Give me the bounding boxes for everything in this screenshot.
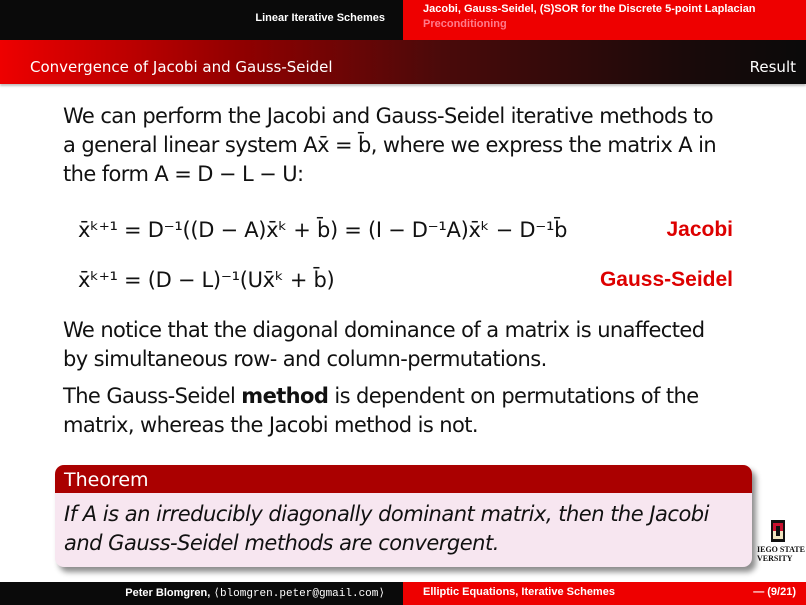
paragraph-line — [63, 382, 743, 411]
footer-author-section — [0, 582, 403, 605]
svg-text:IEGO STATE: IEGO STATE — [757, 545, 805, 554]
theorem-line: If A is an irreducibly diagonally dominant matrix, then the Jacobi — [64, 502, 709, 526]
text-run: is dependent on permutations of the — [328, 384, 699, 408]
permutation-paragraph — [63, 382, 743, 440]
svg-text:VERSITY: VERSITY — [757, 554, 793, 563]
page-number: — (9/21) — [753, 586, 796, 598]
author-email: ⟨blomgren.peter@gmail.com⟩ — [213, 588, 385, 600]
paragraph-line: matrix, whereas the Jacobi method is not. — [63, 413, 478, 437]
section-link[interactable]: Linear Iterative Schemes — [255, 12, 385, 24]
theorem-block — [55, 465, 752, 567]
intro-paragraph — [63, 102, 743, 189]
bold-method: method — [241, 384, 329, 408]
frame-subsection: Result — [749, 58, 796, 76]
university-logo — [757, 520, 806, 568]
footer-title-section — [403, 582, 806, 605]
subsection-link-preconditioning[interactable]: Preconditioning — [423, 18, 507, 30]
footer-talk-title: Elliptic Equations, Iterative Schemes — [423, 586, 615, 598]
section-nav — [0, 0, 403, 40]
author-name: Peter Blomgren, — [125, 587, 211, 599]
equation-jacobi-label: Jacobi — [666, 218, 733, 241]
footer-author — [125, 586, 385, 600]
frame-title-bar — [0, 40, 806, 84]
equation-jacobi-formula: x̄ᵏ⁺¹ = D⁻¹((D − A)x̄ᵏ + b̄) = (I − D⁻¹A)x̄ᵏ − D⁻¹b̄ — [78, 218, 568, 242]
intro-line: a general linear system Ax̄ = b̄, where we express the matrix A in — [63, 133, 717, 157]
text-run: The Gauss-Seidel — [63, 384, 242, 408]
equation-gauss-seidel — [78, 268, 733, 292]
diagonal-dominance-paragraph — [63, 316, 743, 374]
subsection-nav — [403, 0, 806, 40]
frame-title: Convergence of Jacobi and Gauss-Seidel — [30, 58, 333, 76]
intro-line: the form A = D − L − U: — [63, 162, 304, 186]
theorem-body — [55, 493, 752, 565]
equation-gs-label: Gauss-Seidel — [599, 268, 733, 291]
top-navigation-bar — [0, 0, 806, 40]
sdsu-shield-icon — [757, 520, 806, 568]
paragraph-line: by simultaneous row- and column-permutations. — [63, 347, 547, 371]
intro-line: We can perform the Jacobi and Gauss-Seidel iterative methods to — [63, 104, 714, 128]
theorem-title: Theorem — [55, 465, 752, 493]
paragraph-line: We notice that the diagonal dominance of a matrix is unaffected — [63, 318, 705, 342]
equation-gs-formula: x̄ᵏ⁺¹ = (D − L)⁻¹(Ux̄ᵏ + b̄) — [78, 268, 335, 292]
footer-bar — [0, 582, 806, 605]
theorem-line: and Gauss-Seidel methods are convergent. — [64, 531, 499, 555]
subsection-link-current[interactable]: Jacobi, Gauss-Seidel, (S)SOR for the Discrete 5-point Laplacian — [423, 3, 756, 15]
equation-jacobi — [78, 218, 733, 242]
